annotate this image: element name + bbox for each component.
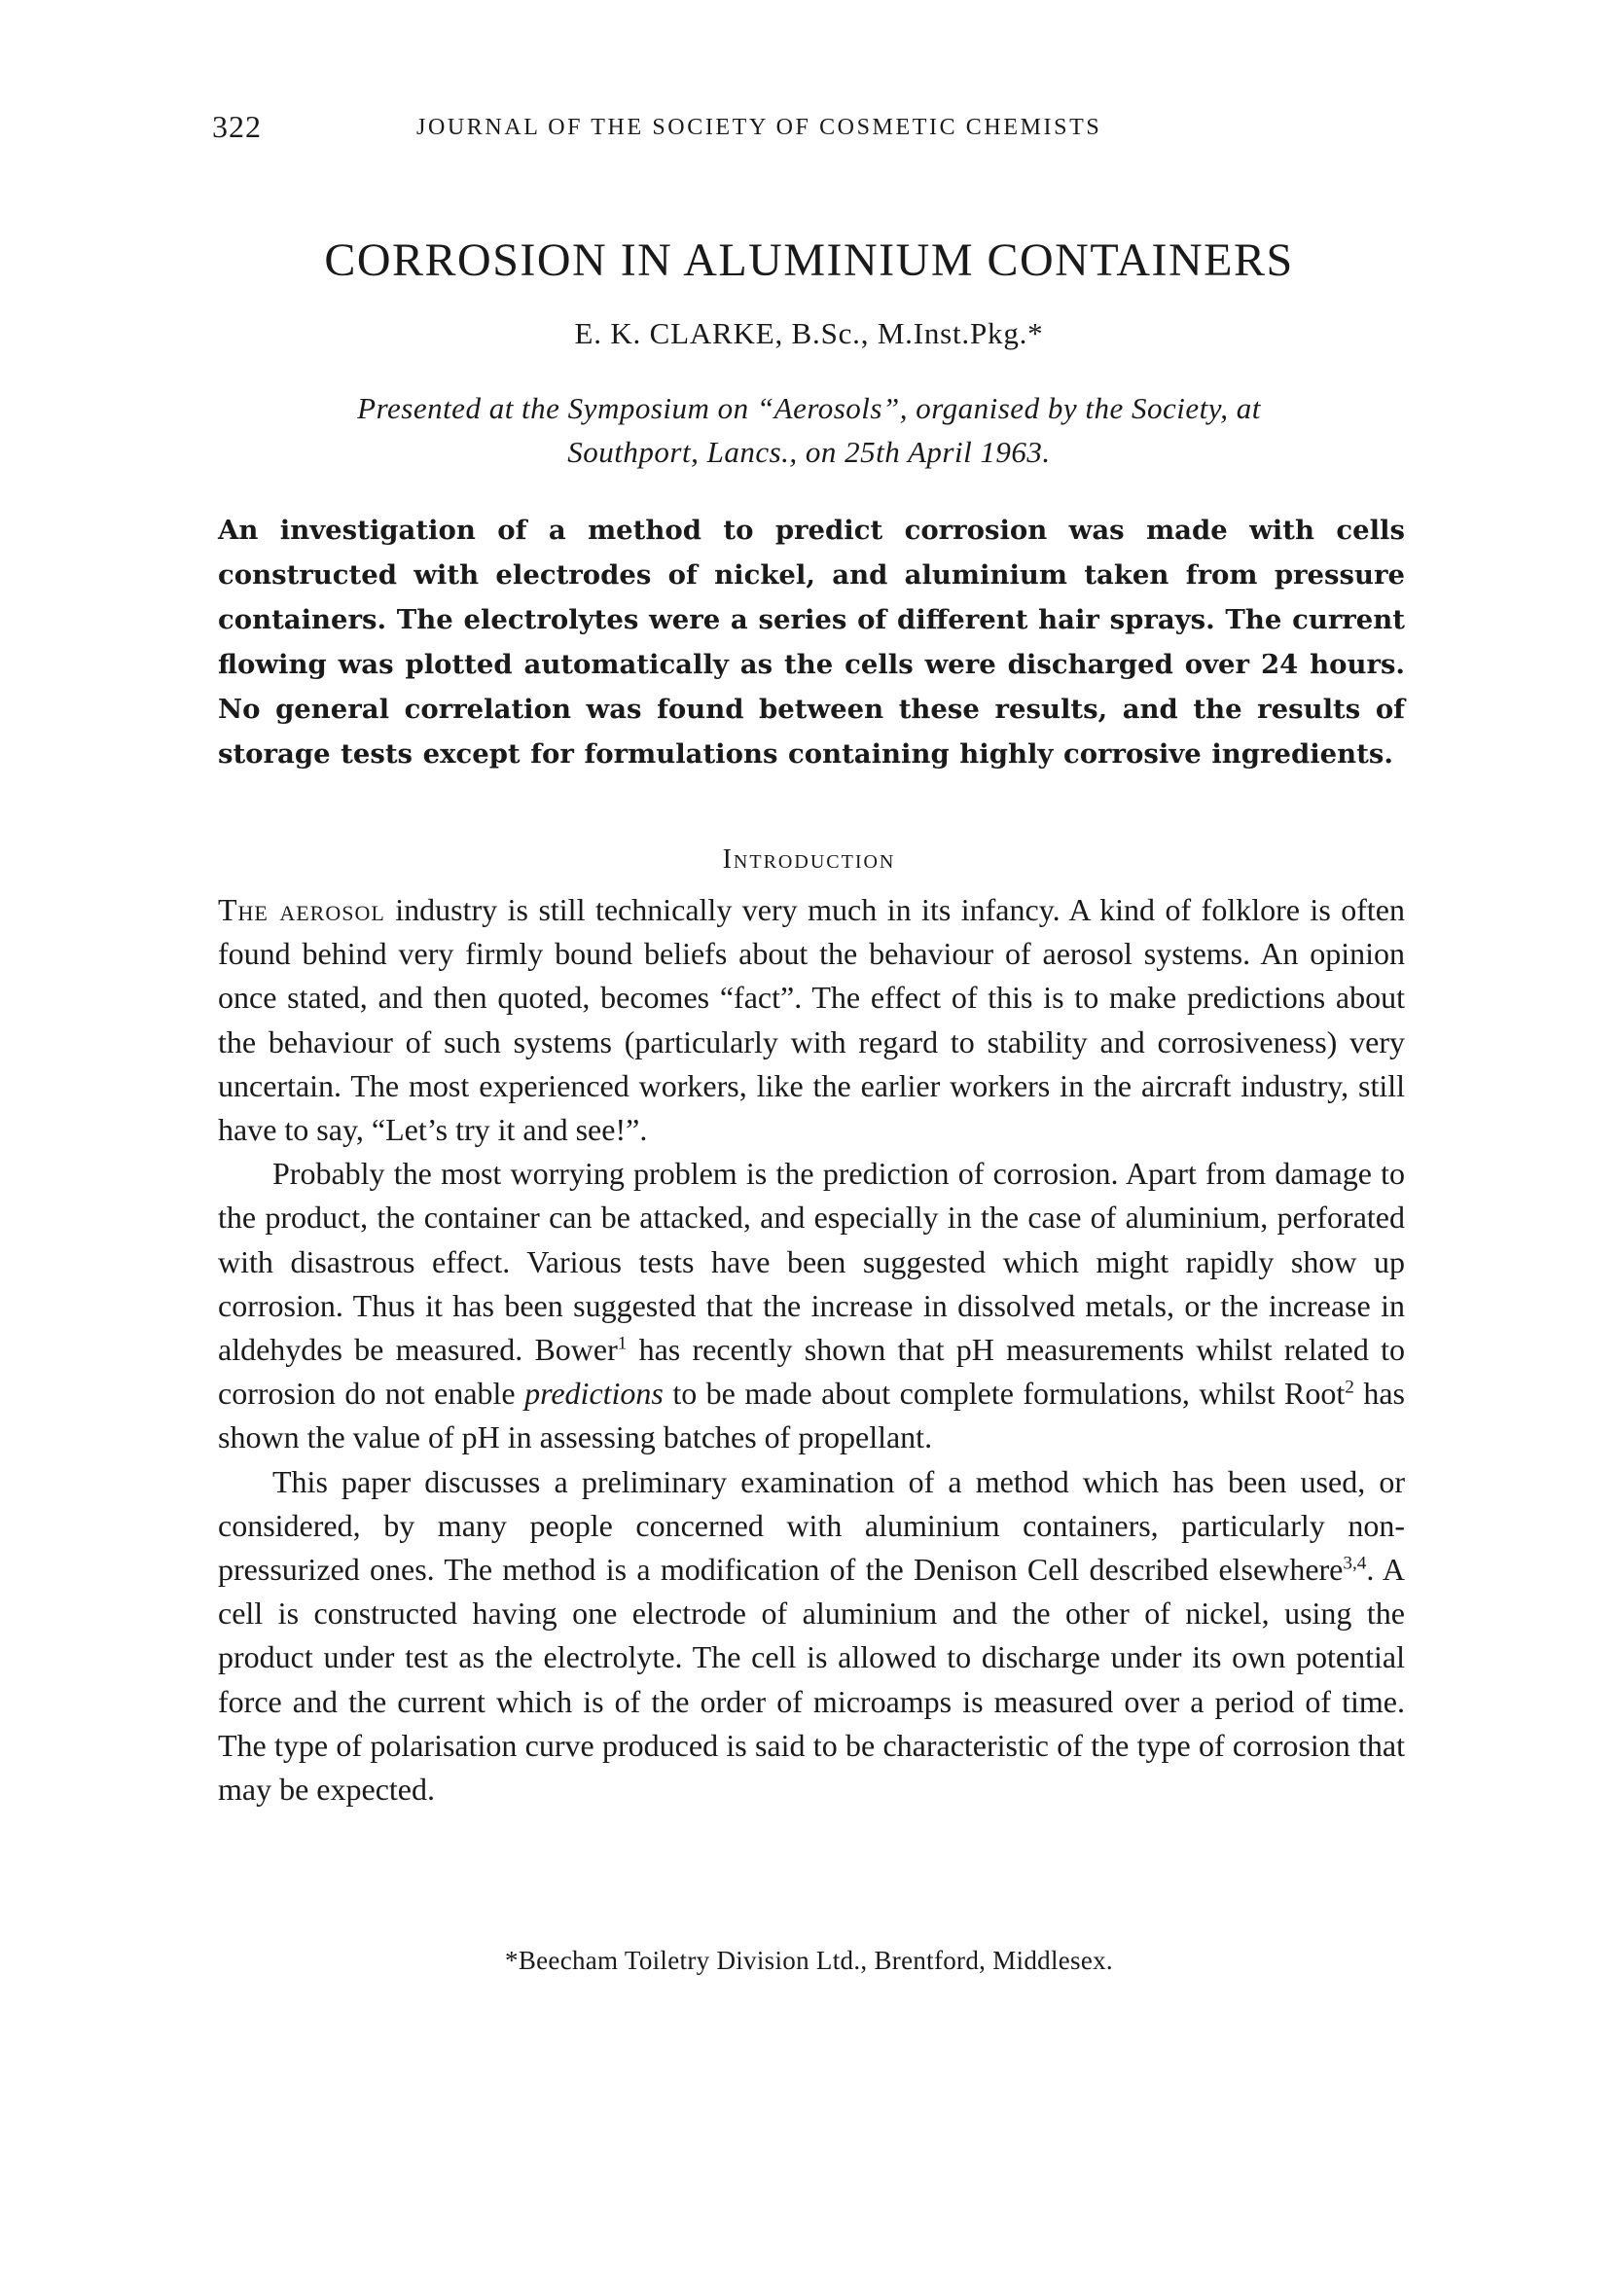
article-title: CORROSION IN ALUMINIUM CONTAINERS (324, 234, 1294, 286)
presentation-note-line-1: Presented at the Symposium on “Aerosols”, organised by the Society, at (357, 391, 1261, 425)
paragraph-1-text: industry is still technically very much in its infancy. A kind of folklore is often found behind very firmly bound beliefs about the behaviour of aerosol systems. An opinion once stated, and then quoted, becomes “fact”. The effect of this is to make predictions about the behaviour of such systems (particularly with regard to stability and corrosiveness) very uncertain. The most experienced workers, like the earlier workers in the aircraft industry, still have to say, “Let’s try it and see!”. (218, 892, 1405, 1148)
abstract: An investigation of a method to predict corrosion was made with cells constructed with electrodes of nickel, and aluminium taken from pressure containers. The electrolytes were a series of different hair sprays. The current flowing was plotted automatically as the cells were discharged over 24 hours. No general correlation was found between these results, and the results of storage tests except for formulations containing highly corrosive ingredients. (218, 515, 1405, 770)
paragraph-1 (218, 888, 1405, 1152)
emphasis-predictions: predictions (524, 1376, 664, 1412)
presentation-note-line-2: Southport, Lancs., on 25th April 1963. (567, 435, 1051, 469)
reference-marker: 2 (1345, 1377, 1354, 1398)
running-head (212, 109, 1214, 148)
paragraph-2-text-a: Probably the most worrying problem is the prediction of corrosion. Apart from damage to the product, the container can be attacked, and especially in the case of aluminium, perforated with disastrous effect. Various tests have been suggested which might rapidly show up corrosion. Thus it has been suggested that the increase in dissolved metals, or the increase in aldehydes be measured. Bower (218, 1156, 1405, 1368)
introduction-body (218, 888, 1405, 1812)
presentation-note (234, 386, 1384, 474)
section-heading-introduction: Introduction (722, 844, 896, 875)
paragraph-2-text-d: has shown the value of pH in assessing batches of propellant. (218, 1376, 1406, 1455)
paragraph-2-text-c: to be made about complete formulations, whilst Root (663, 1376, 1346, 1412)
footnote: *Beecham Toiletry Division Ltd., Brentford, Middlesex. (505, 1946, 1113, 1975)
paragraph-3 (218, 1460, 1405, 1812)
paragraph-3-text-b: . A cell is constructed having one electrode of aluminium and the other of nickel, using the product under test as the electrolyte. The cell is allowed to discharge under its own potential force and the current which is of the order of microamps is measured over a period of time. The type of polarisation curve produced is said to be characteristic of the type of corrosion that may be expected. (218, 1552, 1406, 1808)
paragraph-2 (218, 1152, 1405, 1459)
journal-title: JOURNAL OF THE SOCIETY OF COSMETIC CHEMISTS (416, 115, 1102, 140)
paragraph-lead-in: The aerosol (218, 892, 385, 927)
page-number: 322 (212, 109, 262, 144)
paragraph-3-text-a: This paper discusses a preliminary examination of a method which has been used, or considered, by many people concerned with aluminium containers, particularly non-pressurized ones. The method is a modification of the Denison Cell described elsewhere (218, 1463, 1405, 1588)
reference-marker: 3,4 (1343, 1553, 1367, 1574)
reference-marker: 1 (617, 1333, 628, 1354)
author-line: E. K. CLARKE, B.Sc., M.Inst.Pkg.* (574, 316, 1044, 350)
paragraph-2-text-b: has recently shown that pH measurements whilst related to corrosion do not enable (218, 1332, 1405, 1412)
